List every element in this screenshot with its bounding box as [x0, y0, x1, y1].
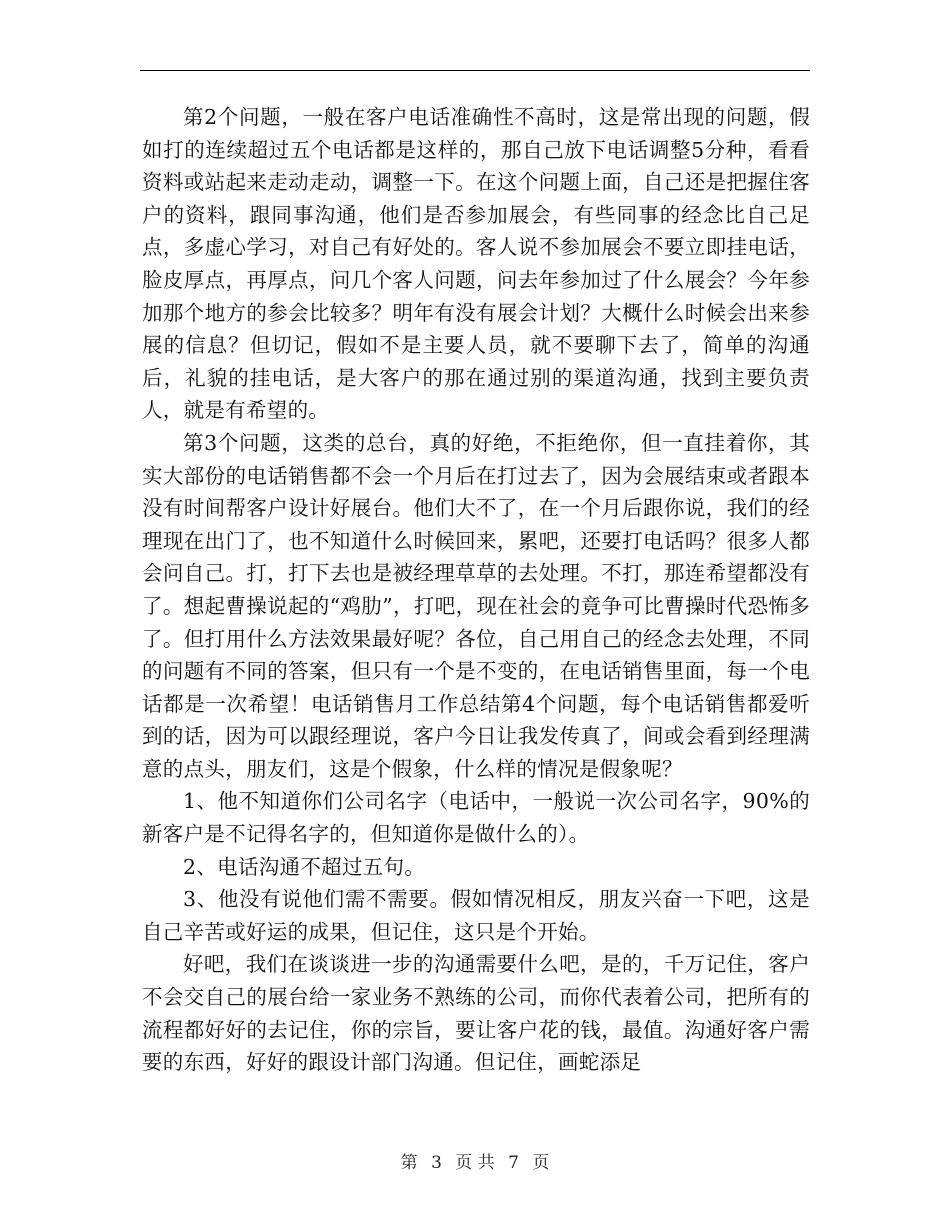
paragraph-question-2: 第2个问题，一般在客户电话准确性不高时，这是常出现的问题，假如打的连续超过五个电话都是这样的，那自己放下电话调整5分种，看看资料或站起来走动走动，调整一下。在这个问题上面，自己还是把握住客户的资料，跟同事沟通，他们是否参加展会，有些同事的经念比自己足点，多虚心学习，对自己有好处的。客人说不参加展会不要立即挂电话，脸皮厚点，再厚点，问几个客人问题，问去年参加过了什么展会？今年参加那个地方的参会比较多？明年有没有展会计划？大概什么时候会出来参展的信息？但切记，假如不是主要人员，就不要聊下去了，简单的沟通后，礼貌的挂电话，是大客户的那在通过别的渠道沟通，找到主要负责人，就是有希望的。: [142, 105, 810, 423]
footer-prefix: 第: [400, 1153, 418, 1173]
list-item-2: 2、电话沟通不超过五句。: [183, 854, 426, 879]
paragraph-next-step: 好吧，我们在谈谈进一步的沟通需要什么吧，是的，千万记住，客户不会交自己的展台给一家业务不熟练的公司，而你代表着公司，把所有的流程都好好的去记住，你的宗旨，要让客户花的钱，最值。沟通好客户需要的东西，好好的跟设计部门沟通。但记住，画蛇添足: [142, 952, 810, 1075]
footer-total-pages: 7: [508, 1153, 519, 1173]
list-item-1: 1、他不知道你们公司名字（电话中，一般说一次公司名字，90%的新客户是不记得名字的，但知道你是做什么的）。: [142, 789, 810, 847]
paragraph-question-3: 第3个问题，这类的总台，真的好绝，不拒绝你，但一直挂着你，其实大部份的电话销售都不会一个月后在打过去了，因为会展结束或者跟本没有时间帮客户设计好展台。他们大不了，在一个月后跟你说，我们的经理现在出门了，也不知道什么时候回来，累吧，还要打电话吗？很多人都会问自己。打，打下去也是被经理草草的去处理。不打，那连希望都没有了。想起曹操说起的“鸡肋”，打吧，现在社会的竟争可比曹操时代恐怖多了。但打用什么方法效果最好呢？各位，自己用自己的经念去处理，不同的问题有不同的答案，但只有一个是不变的，在电话销售里面，每一个电话都是一次希望！电话销售月工作总结第4个问题，每个电话销售都爱听到的话，因为可以跟经理说，客户今日让我发传真了，间或会看到经理满意的点头，朋友们，这是个假象，什么样的情况是假象呢？: [142, 430, 810, 781]
page-footer: [0, 1151, 950, 1175]
header-rule: [140, 70, 810, 71]
footer-middle: 页 共: [455, 1153, 495, 1173]
list-item-3: 3、他没有说他们需不需要。假如情况相反，朋友兴奋一下吧，这是自己辛苦或好运的成果，但记住，这只是个开始。: [142, 887, 810, 944]
document-body: [142, 101, 810, 1079]
footer-suffix: 页: [532, 1153, 550, 1173]
footer-current-page: 3: [431, 1153, 442, 1173]
